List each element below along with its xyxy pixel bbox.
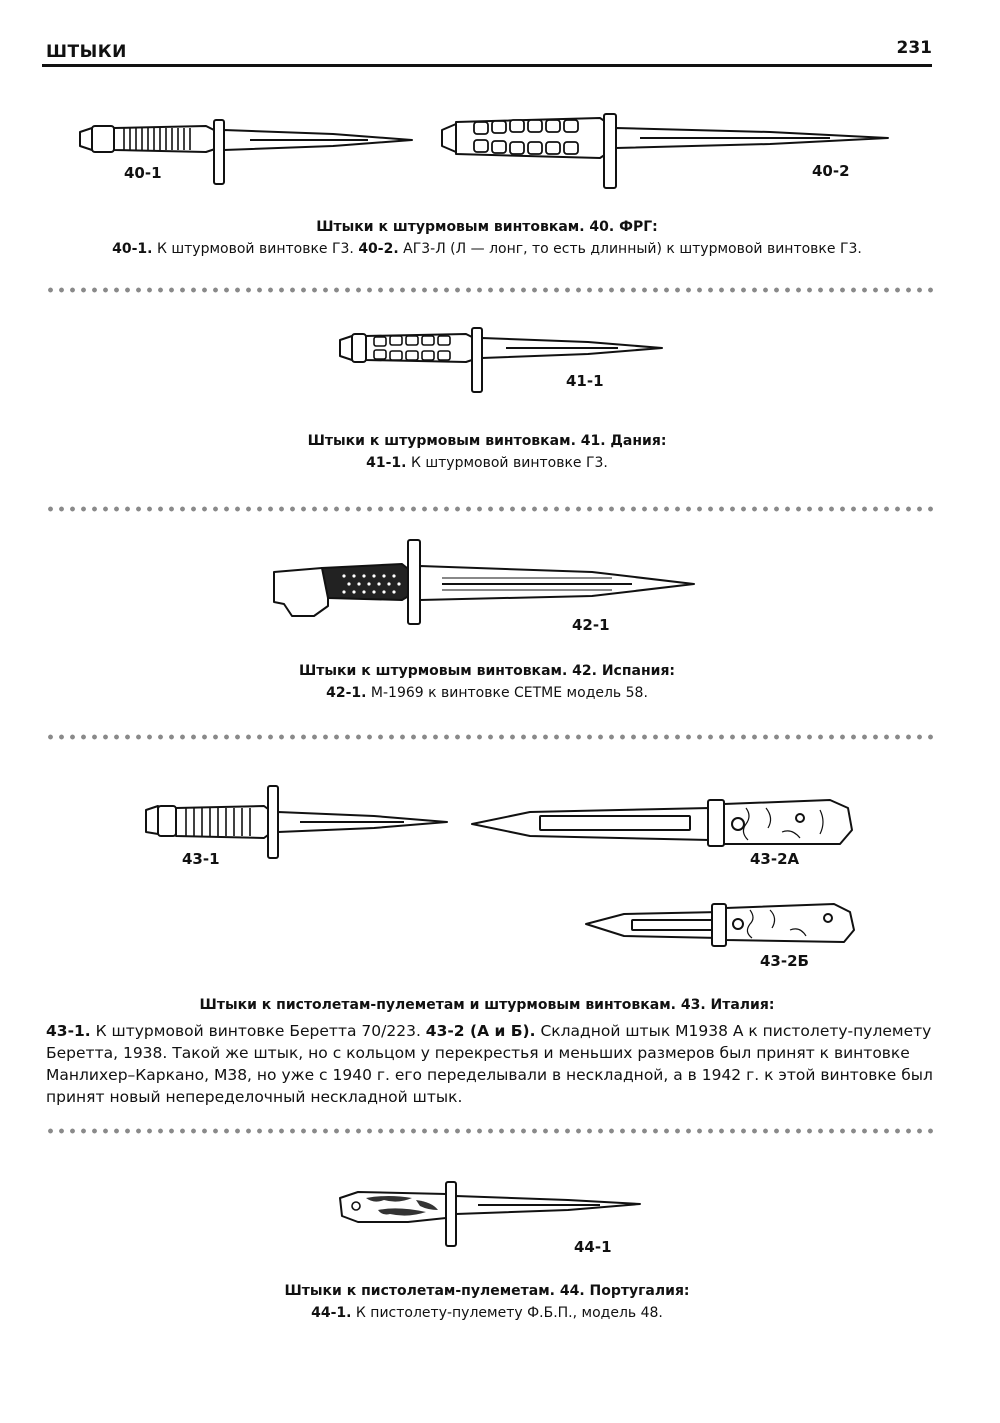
bayonet-41-1-drawing: [338, 326, 663, 396]
fig-label-40-2: 40-2: [812, 162, 850, 180]
header-rule: [42, 64, 932, 67]
caption-text-42: 42-1. M-1969 к винтовке СЕТМЕ модель 58.: [326, 685, 648, 701]
fig-label-44-1: 44-1: [574, 1238, 612, 1256]
dotted-divider: [45, 734, 935, 740]
fig-label-42-1: 42-1: [572, 616, 610, 634]
fig-label-43-1: 43-1: [182, 850, 220, 868]
bayonet-43-2b-drawing: [584, 898, 859, 950]
bayonet-43-2a-drawing: [470, 794, 855, 854]
dotted-divider: [45, 1128, 935, 1134]
caption-title-43-wrap: [42, 994, 932, 1016]
caption-title-40: Штыки к штурмовым винтовкам. 40. ФРГ:: [316, 219, 658, 235]
bayonet-42-1-drawing: [272, 536, 697, 631]
caption-42: [42, 660, 932, 704]
caption-text-40: 40-1. К штурмовой винтовке Г3. 40-2. АГ3-Л (Л — лонг, то есть длинный) к штурмовой винтовке Г3.: [112, 241, 862, 257]
caption-title-42: Штыки к штурмовым винтовкам. 42. Испания:: [298, 663, 676, 679]
caption-title-41: Штыки к штурмовым винтовкам. 41. Дания:: [307, 433, 667, 449]
caption-title-43: Штыки к пистолетам-пулеметам и штурмовым винтовкам. 43. Италия:: [199, 997, 775, 1013]
bayonet-40-2-drawing: [440, 112, 890, 192]
fig-label-40-1: 40-1: [124, 164, 162, 182]
fig-label-43-2a: 43-2А: [750, 850, 800, 868]
fig-label-41-1: 41-1: [566, 372, 604, 390]
dotted-divider: [45, 506, 935, 512]
caption-text-43: 43-1. К штурмовой винтовке Беретта 70/223. 43-2 (А и Б). Складной штык M1938 А к пистолету-пулемету Беретта, 1938. Такой же штык, но с кольцом у перекрестья и меньших размеров был принят к винтовке Манлихер–Каркано, М38, но уже с 1940 г. его переделывали в нескладной, а в 1942 г. к этой винтовке был принят новый непеределочный нескладной штык.: [46, 1022, 933, 1106]
dotted-divider: [45, 287, 935, 293]
running-title: ШТЫКИ: [46, 42, 127, 62]
running-header: [42, 34, 932, 64]
caption-text-44: 44-1. К пистолету-пулемету Ф.Б.П., модель 48.: [311, 1305, 663, 1321]
caption-44: [42, 1280, 932, 1324]
caption-40: [42, 216, 932, 260]
page-number: 231: [896, 38, 932, 58]
caption-title-44: Штыки к пистолетам-пулеметам. 44. Португалия:: [284, 1283, 690, 1299]
caption-text-41: 41-1. К штурмовой винтовке Г3.: [366, 455, 608, 471]
caption-41: [42, 430, 932, 474]
fig-label-43-2b: 43-2Б: [760, 952, 809, 970]
